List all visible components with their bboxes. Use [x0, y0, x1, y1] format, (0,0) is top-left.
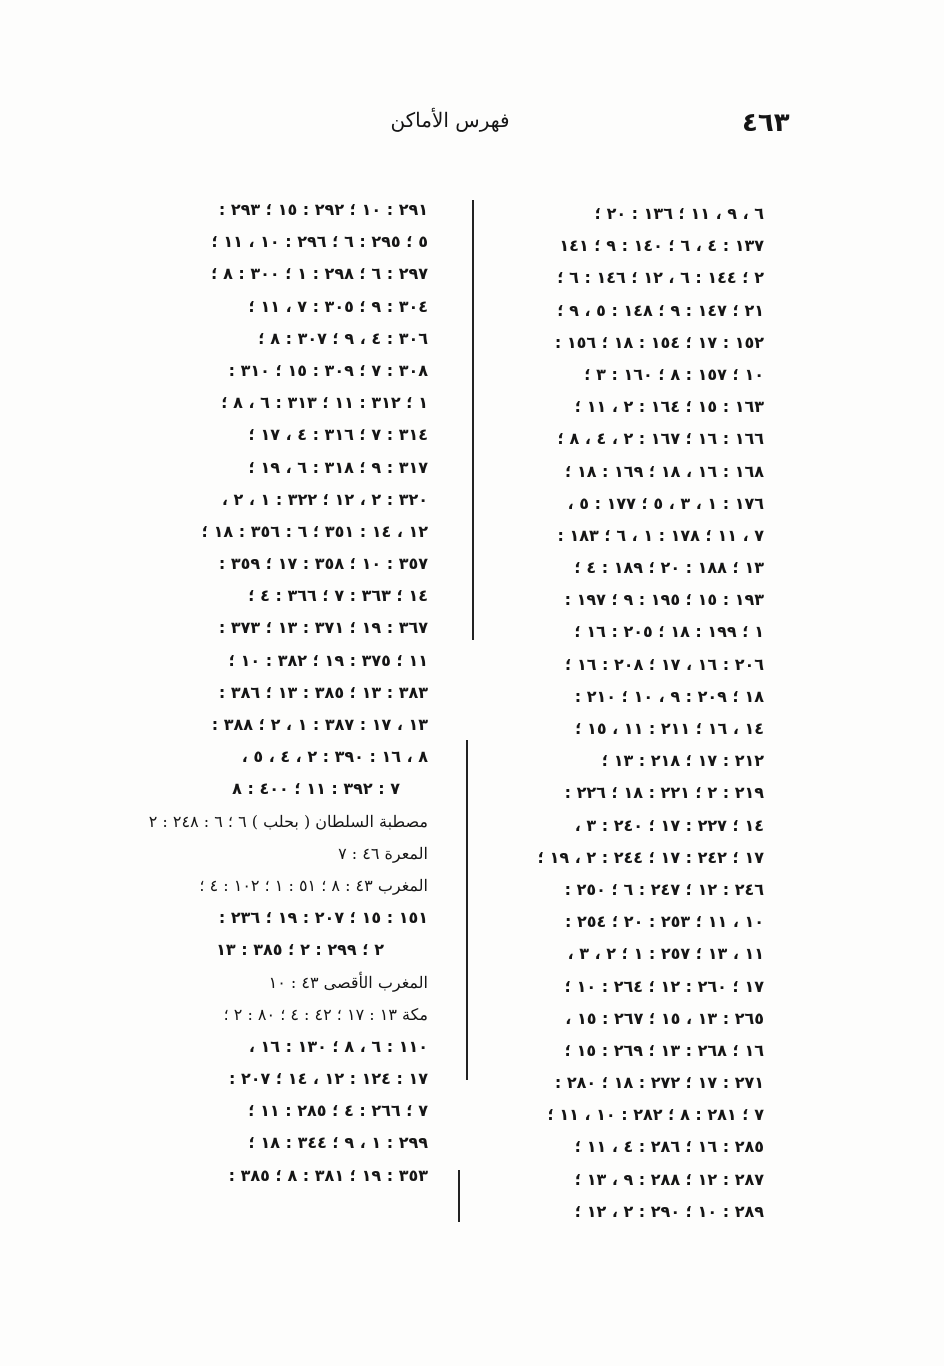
- index-entry-line: ١ ؛ ٣١٢ : ١١ ؛ ٣١٣ : ٦ ، ٨ ؛: [221, 393, 428, 413]
- index-entry-line: ٣٠٦ : ٤ ، ٩ ؛ ٣٠٧ : ٨ ؛: [258, 328, 428, 348]
- index-entry-heading: المغرب ٤٣ : ٨ ؛ ٥١ : ١ ؛ ١٠٢ : ٤ ؛: [199, 875, 428, 895]
- index-entry-line: ٢٦٥ : ١٣ ، ١٥ ؛ ٢٦٧ : ١٥ ،: [565, 1008, 764, 1028]
- index-entry-line: ٣١٧ : ٩ ؛ ٣١٨ : ٦ ، ١٩ ؛: [248, 457, 428, 477]
- index-entry-line: ١٤ ، ١٦ ؛ ٢١١ : ١١ ، ١٥ ؛: [575, 719, 764, 738]
- index-entry-line: ١٢ ، ١٤ : ٣٥١ ؛ ٦ : ٣٥٦ : ١٨ ؛: [201, 521, 428, 541]
- index-entry-heading: مكة ١٣ : ١٧ ؛ ٤٢ : ٤ ؛ ٨٠ : ٢ ؛: [223, 1004, 428, 1024]
- page-number: ٤٦٣: [742, 108, 790, 138]
- index-entry-heading: المغرب الأقصى ٤٣ : ١٠: [268, 972, 428, 992]
- index-entry-line: ٥ ؛ ٢٩٥ : ٦ ؛ ٢٩٦ : ١٠ ، ١١ ؛: [211, 232, 428, 252]
- index-entry-line: ١٥٢ : ١٧ ؛ ١٥٤ : ١٨ ؛ ١٥٦ :: [554, 332, 764, 352]
- index-entry-line: ٢ ؛ ١٤٤ : ٦ ، ١٢ ؛ ١٤٦ : ٦ ؛: [557, 268, 764, 288]
- index-entry-line: ٣٥٣ : ١٩ ؛ ٣٨١ : ٨ ؛ ٣٨٥ :: [228, 1165, 428, 1185]
- index-entry-line: ١٦٨ : ١٦ ، ١٨ ؛ ١٦٩ : ١٨ ؛: [564, 461, 764, 481]
- index-entry-line: ١٣٧ : ٤ ، ٦ ؛ ١٤٠ : ٩ ؛ ١٤١: [559, 236, 764, 256]
- index-entry-line: ١٣ ؛ ١٨٨ : ٢٠ ؛ ١٨٩ : ٤ ؛: [574, 558, 764, 578]
- index-entry-line: ١٣ ، ١٧ : ٣٨٧ : ١ ، ٢ ؛ ٣٨٨ :: [211, 715, 428, 734]
- index-entry-line: ١٠ ؛ ١٥٧ : ٨ ؛ ١٦٠ : ٣ ؛: [584, 364, 764, 384]
- index-entry-line: ٣٨٣ : ١٣ ؛ ٣٨٥ : ١٣ ؛ ٣٨٦ :: [218, 682, 428, 702]
- index-entry-line: ١١ ، ١٣ ؛ ٢٥٧ : ١ ؛ ٢ ، ٣ ،: [567, 944, 764, 964]
- index-entry-line: ٣٦٧ : ١٩ ؛ ٣٧١ : ١٣ ؛ ٣٧٣ :: [218, 618, 428, 638]
- index-entry-line: ٦ ، ٩ ، ١١ ؛ ١٣٦ : ٢٠ ؛: [594, 204, 764, 223]
- index-entry-line: ١٠ ، ١١ ؛ ٢٥٣ : ٢٠ ؛ ٢٥٤ :: [564, 912, 764, 932]
- running-title: فهرس الأماكن: [390, 108, 510, 132]
- index-entry-line: ٢٩٧ : ٦ ؛ ٢٩٨ : ١ ؛ ٣٠٠ : ٨ ؛: [211, 264, 428, 284]
- index-entry-line: ٧ ؛ ٢٨١ : ٨ ؛ ٢٨٢ : ١٠ ، ١١ ؛: [547, 1105, 764, 1125]
- index-entry-line: ٢١٩ : ٢ ؛ ٢٢١ : ١٨ ؛ ٢٢٦ :: [564, 783, 764, 803]
- index-entry-line: ١٤ ؛ ٣٦٣ : ٧ ؛ ٣٦٦ : ٤ ؛: [248, 586, 428, 606]
- index-entry-line: ٣٠٤ : ٩ ؛ ٣٠٥ : ٧ ، ١١ ؛: [248, 296, 428, 316]
- index-entry-line: ١٦٦ : ١٦ ؛ ١٦٧ : ٢ ، ٤ ، ٨ ؛: [557, 429, 764, 449]
- index-entry-line: ٢ ؛ ٢٩٩ : ٢ ؛ ٣٨٥ : ١٣: [216, 940, 384, 960]
- index-entry-line: ٧ ؛ ٢٦٦ : ٤ ؛ ٢٨٥ : ١١ ؛: [248, 1101, 428, 1121]
- index-entry-line: ٧ : ٣٩٢ : ١١ ؛ ٤٠٠ : ٨: [232, 779, 400, 799]
- index-entry-line: ٣٥٧ : ١٠ ؛ ٣٥٨ : ١٧ ؛ ٣٥٩ :: [218, 554, 428, 574]
- index-entry-line: ١ ؛ ١٩٩ : ١٨ ؛ ٢٠٥ : ١٦ ؛: [574, 622, 764, 642]
- index-entry-line: ١١ ؛ ٣٧٥ : ١٩ ؛ ٣٨٢ : ١٠ ؛: [228, 650, 428, 670]
- index-entry-heading: مصطبة السلطان ( بحلب ) ٦ ؛ ٦ : ٢٤٨ : ٢: [148, 811, 428, 831]
- index-entry-line: ٣١٤ : ٧ ؛ ٣١٦ : ٤ ، ١٧ ؛: [248, 425, 428, 445]
- index-column-left: [128, 194, 428, 1192]
- column-divider-rule: [466, 740, 468, 1080]
- index-entry-line: ١٧ ؛ ٢٤٢ : ١٧ ؛ ٢٤٤ : ٢ ، ١٩ ؛: [537, 847, 764, 867]
- index-entry-line: ١٤ ؛ ٢٢٧ : ١٧ ؛ ٢٤٠ : ٣ ،: [574, 815, 764, 835]
- index-entry-line: ١٩٣ : ١٥ ؛ ١٩٥ : ٩ ؛ ١٩٧ :: [564, 590, 764, 610]
- index-entry-line: ٣٠٨ : ٧ ؛ ٣٠٩ : ١٥ ؛ ٣١٠ :: [228, 360, 428, 380]
- index-entry-line: ٢٩٩ : ١ ، ٩ ؛ ٣٤٤ : ١٨ ؛: [248, 1133, 428, 1153]
- index-entry-line: ٢٨٩ : ١٠ ؛ ٢٩٠ : ٢ ، ١٢ ؛: [574, 1201, 764, 1221]
- index-entry-line: ٣٢٠ : ٢ ، ١٢ ؛ ٣٢٢ : ١ ، ٢ ،: [221, 489, 428, 509]
- column-divider-rule: [472, 200, 474, 640]
- index-entry-line: ١٥١ : ١٥ ؛ ٢٠٧ : ١٩ ؛ ٢٣٦ :: [218, 908, 428, 928]
- index-entry-line: ٢١ ؛ ١٤٧ : ٩ ؛ ١٤٨ : ٥ ، ٩ ؛: [557, 300, 764, 320]
- index-entry-line: ٢٧١ : ١٧ ؛ ٢٧٢ : ١٨ ؛ ٢٨٠ :: [554, 1073, 764, 1093]
- index-entry-line: ١٧ : ١٢٤ : ١٢ ، ١٤ ؛ ٢٠٧ :: [228, 1069, 428, 1089]
- index-entry-line: ١٧٦ : ١ ، ٣ ، ٥ ؛ ١٧٧ : ٥ ،: [567, 493, 764, 513]
- index-column-right: [478, 198, 764, 1228]
- index-entry-line: ٢٨٧ : ١٢ ؛ ٢٨٨ : ٩ ، ١٣ ؛: [574, 1169, 764, 1189]
- index-entry-line: ٢٤٦ : ١٢ ؛ ٢٤٧ : ٦ ؛ ٢٥٠ :: [564, 879, 764, 899]
- index-entry-line: ٨ ، ١٦ : ٣٩٠ : ٢ ، ٤ ، ٥ ،: [241, 747, 428, 767]
- index-entry-line: ٢٩١ : ١٠ ؛ ٢٩٢ : ١٥ ؛ ٢٩٣ :: [218, 200, 428, 219]
- index-entry-line: ١١٠ : ٦ ، ٨ ؛ ١٣٠ : ١٦ ،: [248, 1036, 428, 1056]
- index-entry-line: ٢٨٥ : ١٦ ؛ ٢٨٦ : ٤ ، ١١ ؛: [574, 1137, 764, 1157]
- index-entry-line: ١٦٣ : ١٥ ؛ ١٦٤ : ٢ ، ١١ ؛: [574, 397, 764, 417]
- index-entry-line: ٢١٢ : ١٧ ؛ ٢١٨ : ١٣ ؛: [601, 751, 764, 771]
- index-entry-line: ٢٠٦ : ١٦ ، ١٧ ؛ ٢٠٨ : ١٦ ؛: [564, 654, 764, 674]
- column-divider-rule: [458, 1170, 460, 1222]
- index-entry-line: ٧ ، ١١ ؛ ١٧٨ : ١ ، ٦ ؛ ١٨٣ :: [557, 525, 764, 545]
- index-entry-line: ١٦ ؛ ٢٦٨ : ١٣ ؛ ٢٦٩ : ١٥ ؛: [564, 1040, 764, 1060]
- index-entry-line: ١٧ ؛ ٢٦٠ : ١٢ ؛ ٢٦٤ : ١٠ ؛: [564, 976, 764, 996]
- index-entry-heading: المعرة ٤٦ : ٧: [338, 843, 428, 863]
- index-entry-line: ١٨ ؛ ٢٠٩ : ٩ ، ١٠ ؛ ٢١٠ :: [574, 686, 764, 706]
